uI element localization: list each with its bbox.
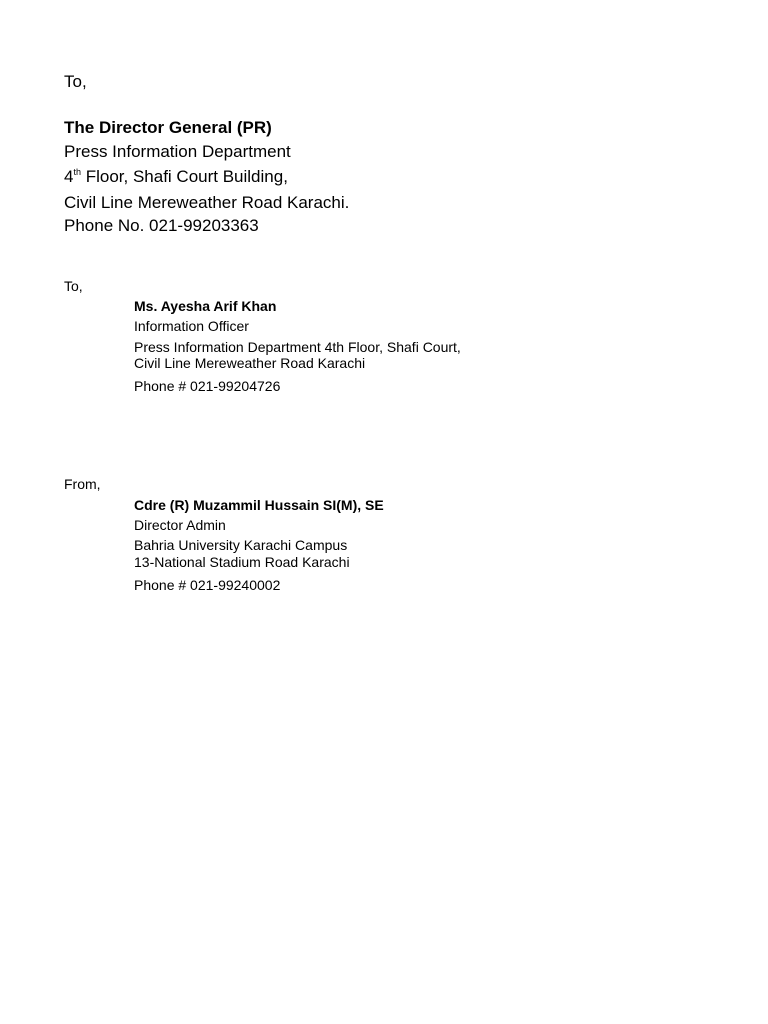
sender-address-line1: Bahria University Karachi Campus [134,537,348,553]
recipient-title: The Director General (PR) [64,118,272,137]
recipient-address: Civil Line Mereweather Road Karachi. [64,193,350,212]
sender-designation: Director Admin [134,517,226,533]
officer-address-line2: Civil Line Mereweather Road Karachi [134,355,366,371]
officer-name: Ms. Ayesha Arif Khan [134,298,277,314]
recipient-department: Press Information Department [64,142,291,161]
officer-address-line1: Press Information Department 4th Floor, Shafi Court, [134,339,461,355]
sender-phone: Phone # 021-99240002 [134,577,281,593]
recipient-phone: Phone No. 021-99203363 [64,216,259,235]
floor-rest: Floor, Shafi Court Building, [80,167,288,186]
salutation-to-1: To, [64,72,87,91]
officer-designation: Information Officer [134,318,249,334]
officer-phone: Phone # 021-99204726 [134,378,281,394]
sender-address-line2: 13-National Stadium Road Karachi [134,554,350,570]
recipient-floor-line [64,168,288,185]
floor-number: 4 [64,167,74,186]
salutation-to-2: To, [64,278,83,294]
floor-ordinal-suffix: th [73,167,81,177]
sender-name: Cdre (R) Muzammil Hussain SI(M), SE [134,497,384,513]
salutation-from: From, [64,476,101,492]
